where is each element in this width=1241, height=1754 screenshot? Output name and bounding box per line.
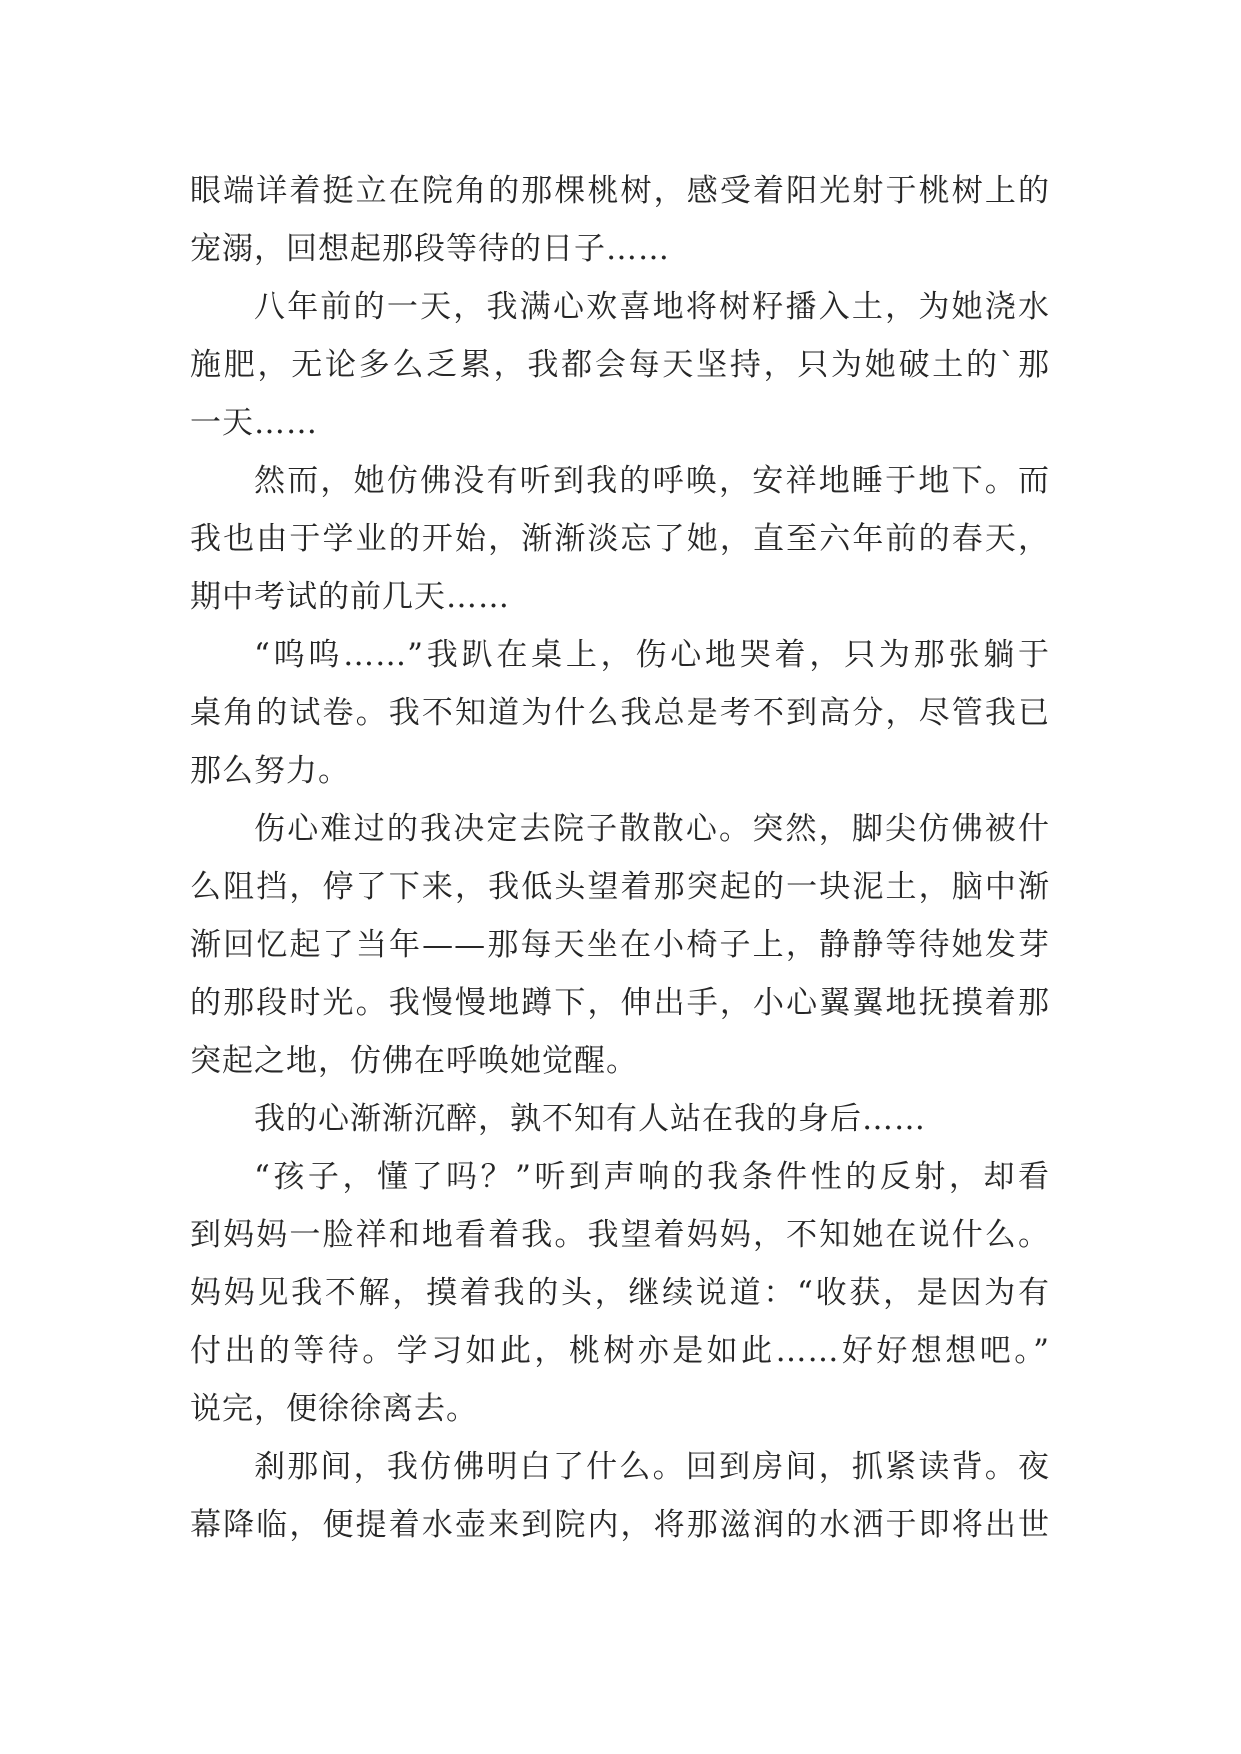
text-line: 一天……	[190, 405, 318, 441]
text-line: “孩子，懂了吗？”听到声响的我条件性的反射，却看	[254, 1159, 1050, 1195]
text-line: 幕降临，便提着水壶来到院内，将那滋润的水洒于即将出世	[190, 1507, 1050, 1543]
document-page	[190, 162, 1050, 1554]
text-line: 那么努力。	[190, 753, 350, 789]
text-line: 渐回忆起了当年——那每天坐在小椅子上，静静等待她发芽	[190, 927, 1050, 963]
text-line: 施肥，无论多么乏累，我都会每天坚持，只为她破土的`那	[190, 347, 1050, 383]
text-line: 伤心难过的我决定去院子散散心。突然，脚尖仿佛被什	[254, 811, 1050, 847]
text-line: 宠溺，回想起那段等待的日子……	[190, 231, 670, 267]
text-line: 妈妈见我不解，摸着我的头，继续说道：“收获，是因为有	[190, 1275, 1050, 1311]
text-line: 付出的等待。学习如此，桃树亦是如此……好好想想吧。”	[190, 1333, 1050, 1369]
text-line: 的那段时光。我慢慢地蹲下，伸出手，小心翼翼地抚摸着那	[190, 985, 1050, 1021]
text-line: 么阻挡，停了下来，我低头望着那突起的一块泥土，脑中渐	[190, 869, 1050, 905]
text-line: 说完，便徐徐离去。	[190, 1391, 478, 1427]
text-line: 桌角的试卷。我不知道为什么我总是考不到高分，尽管我已	[190, 695, 1050, 731]
text-line: “呜呜……”我趴在桌上，伤心地哭着，只为那张躺于	[254, 637, 1050, 673]
text-line: 刹那间，我仿佛明白了什么。回到房间，抓紧读背。夜	[254, 1449, 1050, 1485]
text-line: 到妈妈一脸祥和地看着我。我望着妈妈，不知她在说什么。	[190, 1217, 1050, 1253]
text-line: 然而，她仿佛没有听到我的呼唤，安祥地睡于地下。而	[254, 463, 1050, 499]
document-body	[190, 162, 1050, 1554]
text-line: 突起之地，仿佛在呼唤她觉醒。	[190, 1043, 638, 1079]
text-line: 我也由于学业的开始，渐渐淡忘了她，直至六年前的春天，	[190, 521, 1050, 557]
text-line: 眼端详着挺立在院角的那棵桃树，感受着阳光射于桃树上的	[190, 173, 1050, 209]
text-line: 八年前的一天，我满心欢喜地将树籽播入土，为她浇水	[254, 289, 1050, 325]
text-line: 我的心渐渐沉醉，孰不知有人站在我的身后……	[254, 1101, 926, 1137]
text-line: 期中考试的前几天……	[190, 579, 510, 615]
